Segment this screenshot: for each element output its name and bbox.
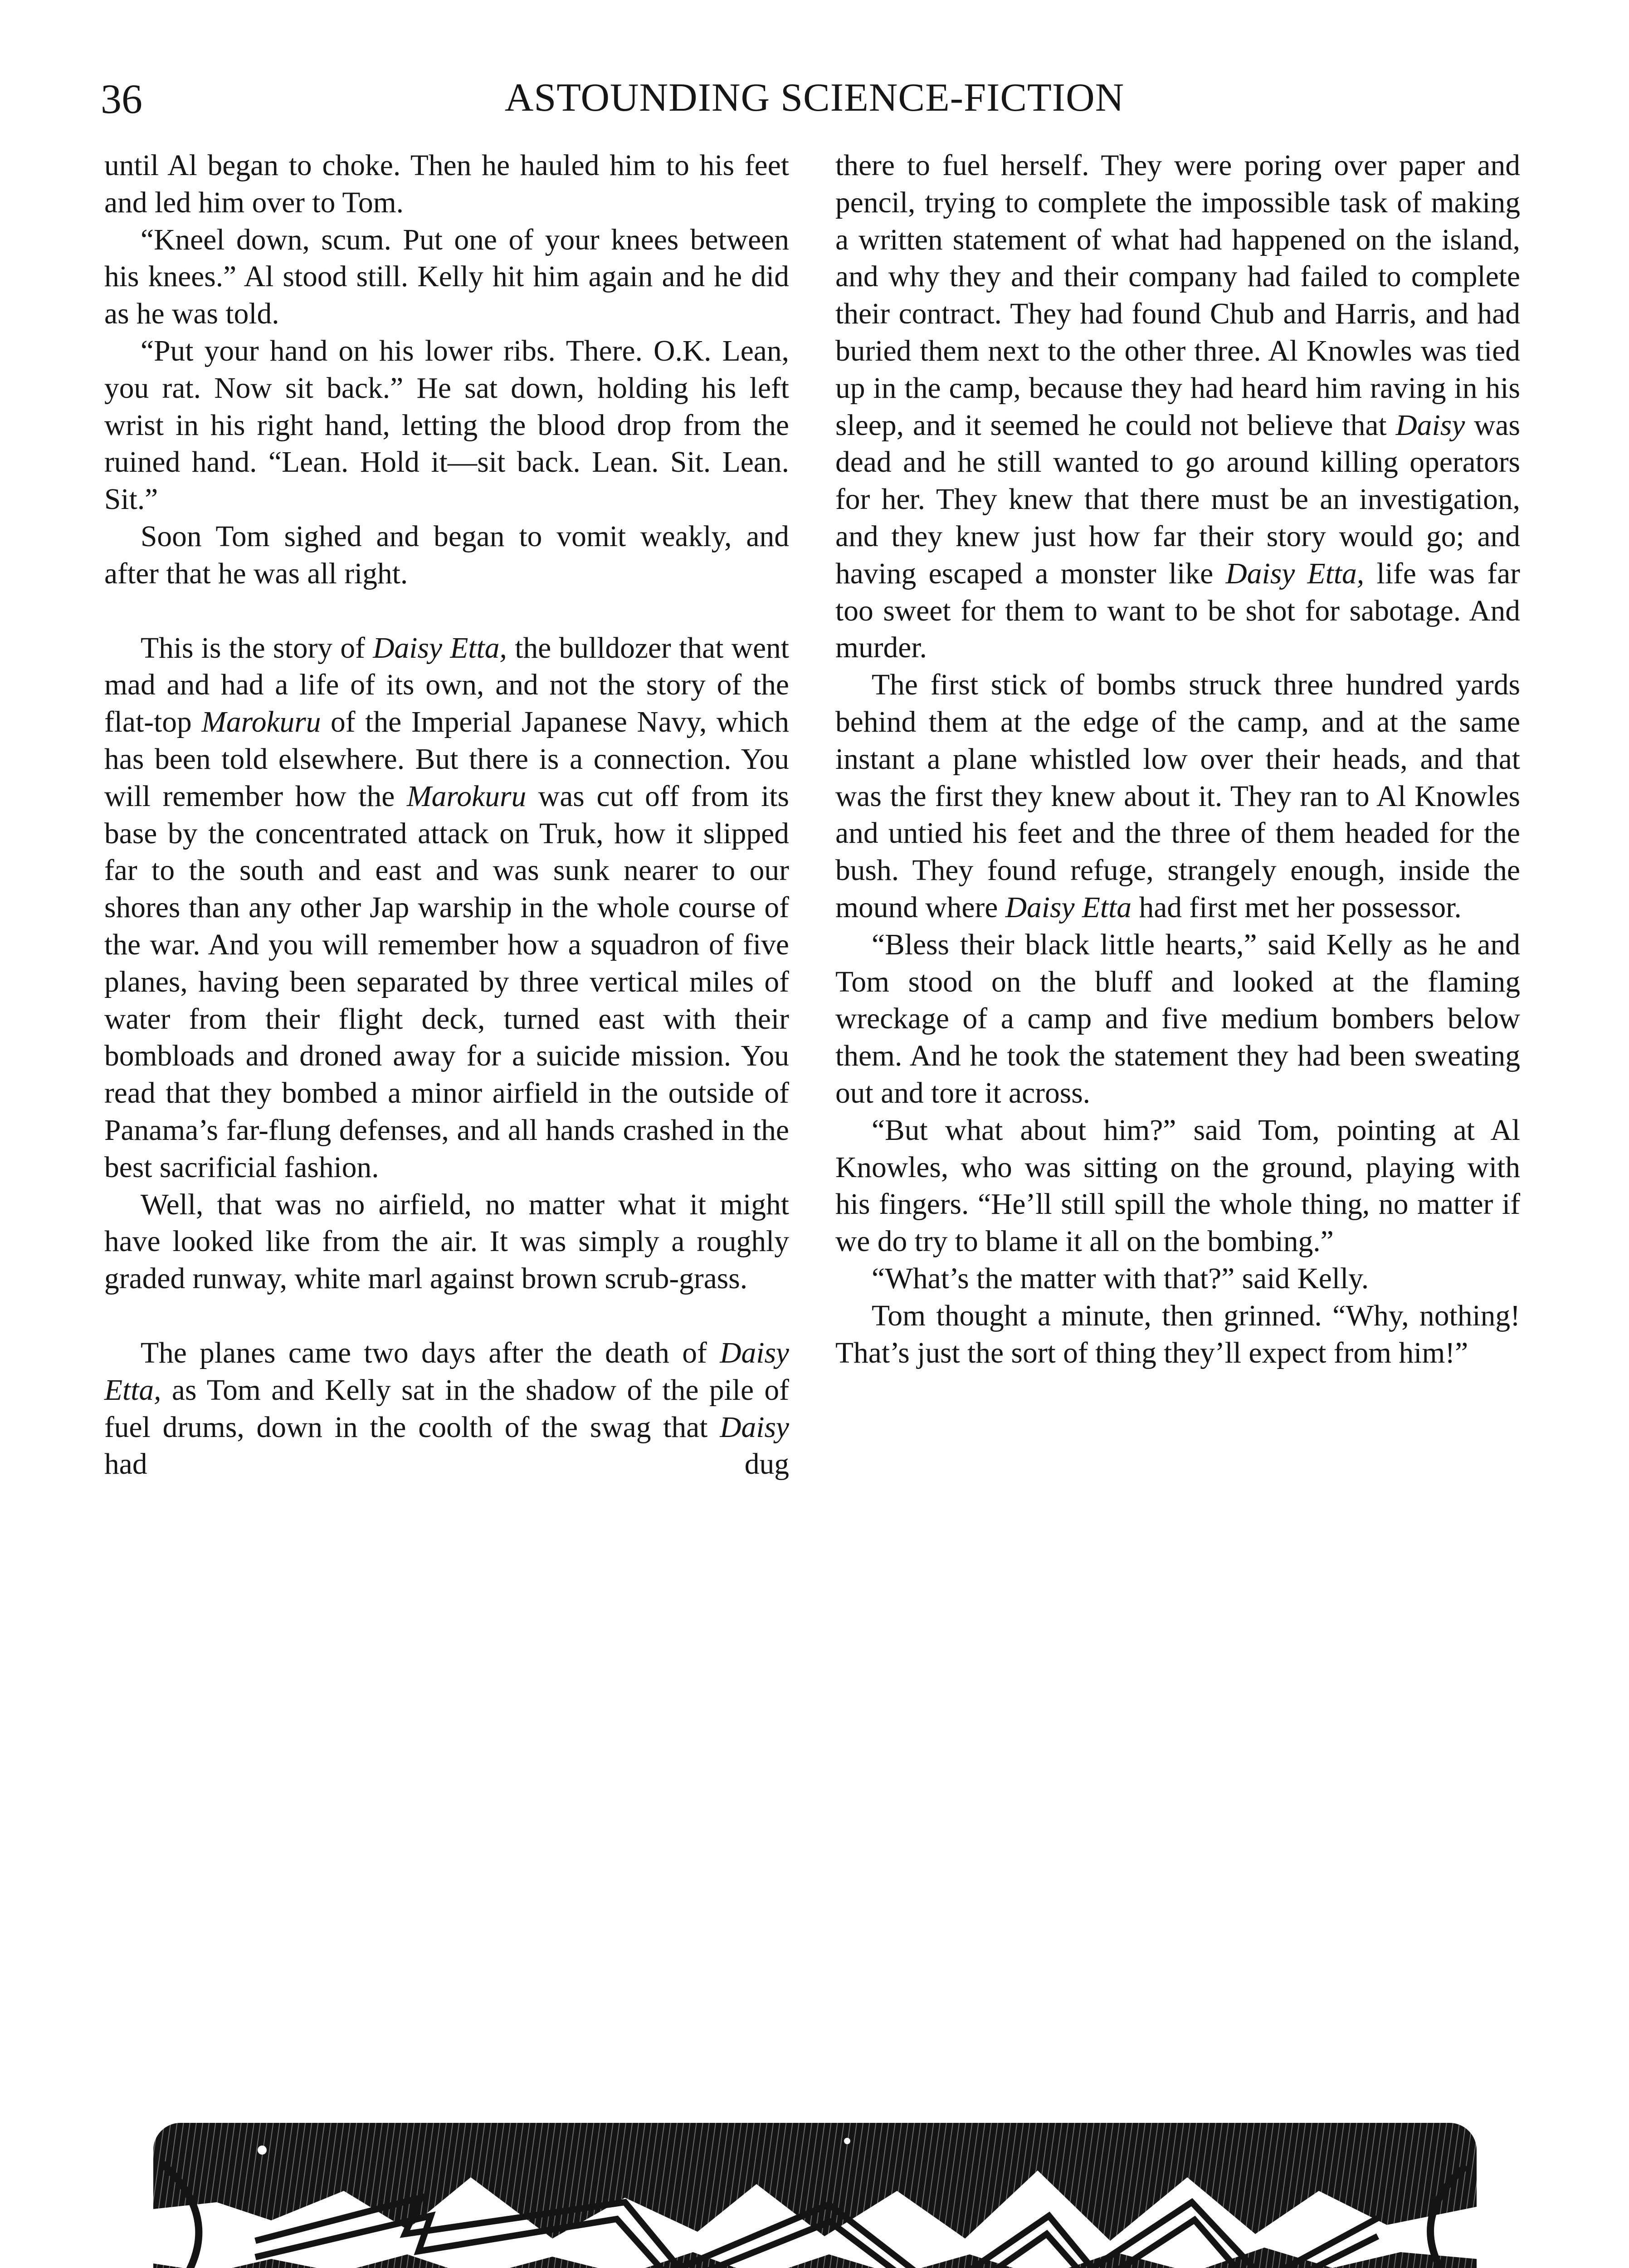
paragraph: “Bless their black little hearts,” said Kelly as he and Tom stood on the bluff and looked at the flaming wreckage of a camp and five medium bombers below them. And he took the statement they had been sweating out and tore it across. <box>835 928 1520 1110</box>
italic-title: Daisy Etta, <box>104 1336 789 1407</box>
paragraph: Tom thought a minute, then grinned. “Why, nothing! That’s just the sort of thing they’ll expect from him!” <box>835 1299 1520 1369</box>
paragraph <box>104 630 789 1187</box>
text-run: This is the story of <box>141 631 373 665</box>
paragraph: until Al began to choke. Then he hauled him to his feet and led him over to Tom. <box>104 149 789 219</box>
lightning-bolt-woodcut-icon <box>153 2123 1477 2268</box>
italic-title: Daisy Etta, <box>373 631 507 665</box>
text-run: was dead and he still wanted to go around killing operators for her. They knew that there must be an investigation, and they knew just how far their story would go; and having escaped a monster like <box>835 409 1520 590</box>
italic-ship-name: Marokuru <box>407 780 527 813</box>
text-run: was cut off from its base by the concentrated attack on Truk, how it slipped far to the south and east and was sunk nearer to our shores than any other Jap warship in the whole course of the war. And you will remember how a squadron of five planes, having been separated by three vertical miles of water from their flight deck, turned east with their bombloads and droned away for a suicide mission. You read that they bombed a minor airfield in the outside of Panama’s far-flung defenses, and all hands crashed in the best sacrificial fashion. <box>104 780 789 1184</box>
text-run: The first stick of bombs struck three hundred yards behind them at the edge of the camp, and at the same instant a plane whistled low over their heads, and that was the first they knew about it. They ran to Al Knowles and untied his feet and the three of them headed for the bush. They found refuge, strangely enough, inside the mound where <box>835 669 1520 924</box>
text-run: as Tom and Kelly sat in the shadow of the pile of fuel drums, down in the coolth of the swag that <box>104 1374 789 1444</box>
text-run: there to fuel herself. They were poring over paper and pencil, trying to complete the impossible task of making a written statement of what had happened on the island, and why they and their company had failed to complete their contract. They had found Chub and Harris, and had buried them next to the other three. Al Knowles was tied up in the camp, because they had heard him raving in his sleep, and it seemed he could not believe that <box>835 149 1520 442</box>
text-run: life was far too sweet for them to want to be shot for sabotage. And murder. <box>835 557 1520 665</box>
italic-title: Daisy <box>720 1411 789 1444</box>
paragraph: “But what about him?” said Tom, pointing at Al Knowles, who was sitting on the ground, playing with his fingers. “He’ll still spill the whole thing, no matter if we do try to blame it all on the bombing.” <box>835 1114 1520 1258</box>
text-run: had first met her possessor. <box>1132 891 1462 924</box>
paragraph: “Kneel down, scum. Put one of your knees between his knees.” Al stood still. Kelly hit him again and he did as he was told. <box>104 223 789 331</box>
text-run: had dug <box>104 1448 789 1481</box>
right-column <box>835 147 1520 1372</box>
paragraph: Well, that was no airfield, no matter what it might have looked like from the air. It was simply a roughly graded runway, white marl against brown scrub-grass. <box>104 1188 789 1295</box>
left-column <box>104 147 789 1483</box>
paragraph: “What’s the matter with that?” said Kelly. <box>872 1262 1369 1295</box>
page-number: 36 <box>101 76 142 122</box>
text-run: the bulldozer that went mad and had a life of its own, and not the story of the flat-top <box>104 631 790 739</box>
italic-title: Daisy Etta <box>1005 891 1132 924</box>
italic-ship-name: Marokuru <box>201 706 321 739</box>
text-run: The planes came two days after the death of <box>141 1336 720 1369</box>
running-head: ASTOUNDING SCIENCE-FICTION <box>504 76 1125 120</box>
italic-title: Daisy <box>1395 409 1465 442</box>
paragraph <box>104 1335 789 1483</box>
paragraph <box>835 667 1520 927</box>
italic-title: Daisy Etta, <box>1225 557 1365 590</box>
paragraph <box>835 147 1520 667</box>
text-run: of the Imperial Japanese Navy, which has been told elsewhere. But there is a connection. You will remember how the <box>104 706 789 813</box>
paragraph: “Put your hand on his lower ribs. There. O.K. Lean, you rat. Now sit back.” He sat down, holding his left wrist in his right hand, letting the blood drop from the ruined hand. “Lean. Hold it—sit back. Lean. Sit. Lean. Sit.” <box>104 334 789 516</box>
paragraph: Soon Tom sighed and began to vomit weakly, and after that he was all right. <box>104 520 789 590</box>
